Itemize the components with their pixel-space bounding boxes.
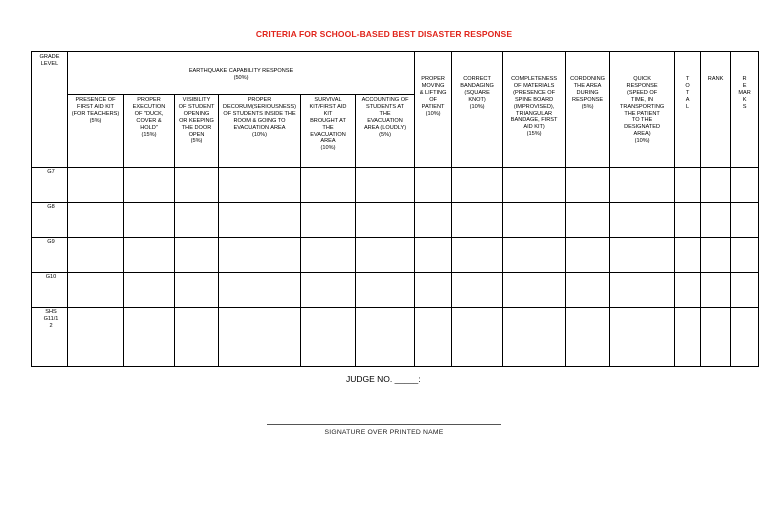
score-cell[interactable] xyxy=(675,203,701,238)
earthquake-criteria-header-2-text: PROPER xyxy=(137,97,161,103)
earthquake-criteria-header-5-text: EVACUATION xyxy=(310,131,346,138)
score-cell[interactable] xyxy=(675,273,701,308)
earthquake-criteria-header-2 xyxy=(124,95,175,168)
rank-header-text: RANK xyxy=(707,76,724,82)
grade-label xyxy=(32,273,68,308)
score-cell[interactable] xyxy=(566,168,610,203)
grade-row xyxy=(32,308,759,367)
grade-row xyxy=(32,168,759,203)
signature-line xyxy=(267,424,501,425)
score-cell[interactable] xyxy=(415,203,452,238)
score-cell[interactable] xyxy=(701,308,731,367)
score-cell[interactable] xyxy=(175,168,219,203)
score-cell[interactable] xyxy=(415,308,452,367)
criteria-header-10-text: CORDONING xyxy=(570,76,605,82)
earthquake-criteria-header-6 xyxy=(356,95,415,168)
score-cell[interactable] xyxy=(731,273,759,308)
criteria-header-8-text: KNOT) xyxy=(468,96,486,103)
judge-number-label: JUDGE NO. _____: xyxy=(346,374,421,384)
score-cell[interactable] xyxy=(415,168,452,203)
score-cell[interactable] xyxy=(452,308,503,367)
score-cell[interactable] xyxy=(675,308,701,367)
earthquake-criteria-header-5-text: KIT xyxy=(323,110,333,117)
earthquake-criteria-header-1-text: FIRST AID KIT xyxy=(77,103,114,110)
criteria-header-9-text: (15%) xyxy=(526,131,542,138)
score-cell[interactable] xyxy=(356,168,415,203)
score-cell[interactable] xyxy=(68,238,124,273)
score-cell[interactable] xyxy=(175,273,219,308)
earthquake-criteria-header-6-text: EVACUATION xyxy=(367,117,403,124)
score-cell[interactable] xyxy=(175,238,219,273)
score-cell[interactable] xyxy=(566,273,610,308)
earthquake-criteria-header-3-text: OF STUDENT xyxy=(178,103,215,110)
earthquake-criteria-header-2-text: OF "DUCK, xyxy=(134,110,164,117)
criteria-header-11-text: QUICK xyxy=(633,76,651,82)
criteria-header-10-text: DURING xyxy=(576,89,599,96)
header-row xyxy=(32,52,759,95)
score-cell[interactable] xyxy=(701,238,731,273)
score-cell[interactable] xyxy=(503,203,566,238)
earthquake-criteria-header-5-text: BROUGHT AT xyxy=(310,117,346,124)
grade-level-header-text: LEVEL xyxy=(40,60,59,67)
score-cell[interactable] xyxy=(415,238,452,273)
criteria-header-11-text: AREA) xyxy=(633,131,651,138)
earthquake-criteria-header-5-text: KIT/FIRST AID xyxy=(309,103,347,110)
score-cell[interactable] xyxy=(219,203,301,238)
earthquake-criteria-header-6-text: THE xyxy=(379,110,391,117)
earthquake-criteria-header-5-text: (10%) xyxy=(320,145,336,152)
earthquake-criteria-header-6-text: STUDENTS AT xyxy=(365,103,405,110)
grade-label xyxy=(32,308,68,367)
criteria-header-9 xyxy=(503,52,566,168)
criteria-header-7-text: MOVING xyxy=(421,82,445,89)
earthquake-criteria-header-4-text: ROOM & GOING TO xyxy=(233,117,286,124)
score-cell[interactable] xyxy=(301,203,356,238)
earthquake-criteria-header-3-text: OR KEEPING xyxy=(179,117,214,124)
earthquake-criteria-header-1-text: (5%) xyxy=(89,117,102,124)
score-cell[interactable] xyxy=(731,168,759,203)
earthquake-criteria-header-4-text: PROPER xyxy=(247,97,272,103)
earthquake-criteria-header-3-text: OPENING xyxy=(183,110,210,117)
score-cell[interactable] xyxy=(415,273,452,308)
score-cell[interactable] xyxy=(68,273,124,308)
score-cell[interactable] xyxy=(219,238,301,273)
score-cell[interactable] xyxy=(175,203,219,238)
total-header xyxy=(675,52,701,168)
grade-label-text: G9 xyxy=(47,239,55,245)
earthquake-criteria-header-6-text: AREA (LOUDLY) xyxy=(363,124,407,131)
score-cell[interactable] xyxy=(566,308,610,367)
earthquake-criteria-header-1-text: PRESENCE OF xyxy=(75,97,116,103)
grade-label xyxy=(32,203,68,238)
score-cell[interactable] xyxy=(301,308,356,367)
grade-label-text: G11/1 xyxy=(43,315,59,322)
remarks-header-text: K xyxy=(742,96,747,103)
criteria-header-8 xyxy=(452,52,503,168)
criteria-header-11 xyxy=(610,52,675,168)
score-cell[interactable] xyxy=(68,308,124,367)
criteria-header-7-text: PROPER xyxy=(421,76,445,82)
score-cell[interactable] xyxy=(503,308,566,367)
earthquake-criteria-header-3-text: (5%) xyxy=(190,138,203,145)
score-cell[interactable] xyxy=(731,308,759,367)
criteria-header-8-text: (10%) xyxy=(469,103,485,110)
grade-label-text: G10 xyxy=(45,274,57,280)
criteria-header-7-text: PATIENT xyxy=(421,103,445,110)
criteria-header-11-text: THE PATIENT xyxy=(624,110,660,117)
remarks-header-text: R xyxy=(742,76,747,82)
score-cell[interactable] xyxy=(356,308,415,367)
grade-label-text: G8 xyxy=(47,204,55,210)
grade-label xyxy=(32,168,68,203)
rank-header xyxy=(701,52,731,168)
earthquake-criteria-header-3-text: THE DOOR xyxy=(181,124,212,131)
remarks-header-text: S xyxy=(742,103,747,110)
criteria-header-11-text: (SPEED OF xyxy=(627,89,658,96)
earthquake-criteria-header-3-text: OPEN xyxy=(188,131,205,138)
earthquake-capability-header-text: EARTHQUAKE CAPABILITY RESPONSE xyxy=(188,68,294,74)
score-cell[interactable] xyxy=(701,203,731,238)
criteria-header-9-text: (PRESENCE OF xyxy=(513,89,556,96)
grade-label xyxy=(32,238,68,273)
criteria-header-8-text: (SQUARE xyxy=(464,89,490,96)
criteria-header-11-text: TRANSPORTING xyxy=(619,103,665,110)
earthquake-criteria-header-4-text: DECORUM(SERIOUSNESS) xyxy=(222,103,297,110)
remarks-header xyxy=(731,52,759,168)
score-cell[interactable] xyxy=(503,168,566,203)
score-cell[interactable] xyxy=(68,168,124,203)
earthquake-criteria-header-2-text: HOLD" xyxy=(140,124,158,131)
criteria-header-10-text: THE AREA xyxy=(573,82,602,89)
earthquake-criteria-header-1-text: (FOR TEACHERS) xyxy=(71,110,120,117)
score-cell[interactable] xyxy=(301,238,356,273)
score-cell[interactable] xyxy=(356,238,415,273)
score-cell[interactable] xyxy=(124,238,175,273)
criteria-header-9-text: SPINE BOARD xyxy=(514,96,554,103)
score-cell[interactable] xyxy=(701,273,731,308)
earthquake-criteria-header-5-text: AREA xyxy=(320,138,336,145)
earthquake-criteria-header-5 xyxy=(301,95,356,168)
score-cell[interactable] xyxy=(219,273,301,308)
score-cell[interactable] xyxy=(731,238,759,273)
earthquake-criteria-header-3 xyxy=(175,95,219,168)
score-cell[interactable] xyxy=(452,168,503,203)
earthquake-criteria-header-4-text: EVACUATION AREA xyxy=(233,124,286,131)
earthquake-criteria-header-2-text: (15%) xyxy=(141,131,157,138)
score-cell[interactable] xyxy=(219,308,301,367)
score-cell[interactable] xyxy=(610,238,675,273)
score-cell[interactable] xyxy=(452,203,503,238)
score-cell[interactable] xyxy=(701,168,731,203)
criteria-header-9-text: (IMPROVISED), xyxy=(513,103,555,110)
form-title: CRITERIA FOR SCHOOL-BASED BEST DISASTER RESPONSE xyxy=(255,29,513,39)
score-cell[interactable] xyxy=(124,203,175,238)
criteria-header-7-text: (10%) xyxy=(425,110,441,117)
remarks-header-text: MAR xyxy=(738,89,751,96)
grade-row xyxy=(32,203,759,238)
signature-label: SIGNATURE OVER PRINTED NAME xyxy=(324,429,444,436)
earthquake-criteria-header-5-text: THE xyxy=(322,124,334,131)
score-cell[interactable] xyxy=(452,238,503,273)
earthquake-criteria-header-4 xyxy=(219,95,301,168)
total-header-text: L xyxy=(686,103,690,110)
score-cell[interactable] xyxy=(566,238,610,273)
grade-row xyxy=(32,273,759,308)
earthquake-criteria-header-1 xyxy=(68,95,124,168)
score-cell[interactable] xyxy=(356,203,415,238)
criteria-header-10-text: (5%) xyxy=(581,103,594,110)
grade-row xyxy=(32,238,759,273)
criteria-header-7-text: & LIFTING xyxy=(419,89,447,96)
earthquake-criteria-header-3-text: VISIBILITY xyxy=(182,97,211,103)
earthquake-criteria-header-6-text: ACCOUNTING OF xyxy=(361,97,409,103)
criteria-header-8-text: BANDAGING xyxy=(460,82,494,89)
score-cell[interactable] xyxy=(610,308,675,367)
earthquake-criteria-header-2-text: EXECUTION xyxy=(132,103,166,110)
score-cell[interactable] xyxy=(124,308,175,367)
earthquake-criteria-header-4-text: OF STUDENTS INSIDE THE xyxy=(223,110,296,117)
criteria-header-11-text: (10%) xyxy=(634,138,650,145)
grade-label-text: G7 xyxy=(47,169,55,175)
criteria-header-10-text: RESPONSE xyxy=(572,96,604,103)
score-cell[interactable] xyxy=(610,273,675,308)
score-cell[interactable] xyxy=(356,273,415,308)
earthquake-criteria-header-6-text: (5%) xyxy=(379,131,391,138)
criteria-header-11-text: DESIGNATED xyxy=(624,124,661,131)
score-cell[interactable] xyxy=(301,168,356,203)
grade-level-header xyxy=(32,52,68,168)
criteria-header-7-text: OF xyxy=(429,96,437,103)
criteria-header-11-text: RESPONSE xyxy=(626,82,658,89)
grade-label-text: 2 xyxy=(49,322,53,329)
score-cell[interactable] xyxy=(452,273,503,308)
criteria-table xyxy=(31,51,759,367)
criteria-header-9-text: BANDAGE, FIRST xyxy=(510,117,558,124)
score-cell[interactable] xyxy=(610,203,675,238)
score-cell[interactable] xyxy=(68,203,124,238)
earthquake-criteria-header-4-text: (10%) xyxy=(252,131,267,138)
earthquake-criteria-header-2-text: COVER & xyxy=(136,117,162,124)
earthquake-capability-header xyxy=(68,52,415,95)
total-header-text: T xyxy=(685,76,690,82)
criteria-header-9-text: OF MATERIALS xyxy=(513,82,555,89)
criteria-header-7 xyxy=(415,52,452,168)
score-cell[interactable] xyxy=(301,273,356,308)
score-cell[interactable] xyxy=(219,168,301,203)
grade-level-header-text: GRADE xyxy=(39,54,60,60)
total-header-text: O xyxy=(685,82,690,89)
score-cell[interactable] xyxy=(566,203,610,238)
score-cell[interactable] xyxy=(124,168,175,203)
earthquake-criteria-header-5-text: SURVIVAL xyxy=(314,97,342,103)
criteria-header-9-text: AID KIT) xyxy=(523,124,545,131)
criteria-header-9-text: COMPLETENESS xyxy=(511,76,558,82)
total-header-text: A xyxy=(685,96,690,103)
score-cell[interactable] xyxy=(731,203,759,238)
criteria-header-10 xyxy=(566,52,610,168)
score-cell[interactable] xyxy=(124,273,175,308)
criteria-header-11-text: TIME, IN xyxy=(631,96,654,103)
score-cell[interactable] xyxy=(503,273,566,308)
score-cell[interactable] xyxy=(675,238,701,273)
criteria-header-11-text: TO THE xyxy=(631,117,653,124)
criteria-header-8-text: CORRECT xyxy=(463,76,491,82)
remarks-header-text: E xyxy=(742,82,747,89)
score-cell[interactable] xyxy=(503,238,566,273)
earthquake-capability-header-text: (50%) xyxy=(233,74,249,81)
score-cell[interactable] xyxy=(610,168,675,203)
score-cell[interactable] xyxy=(175,308,219,367)
grade-label-text: SHS xyxy=(45,309,57,315)
total-header-text: T xyxy=(685,89,690,96)
score-cell[interactable] xyxy=(675,168,701,203)
criteria-header-9-text: TRIANGULAR xyxy=(516,110,553,117)
